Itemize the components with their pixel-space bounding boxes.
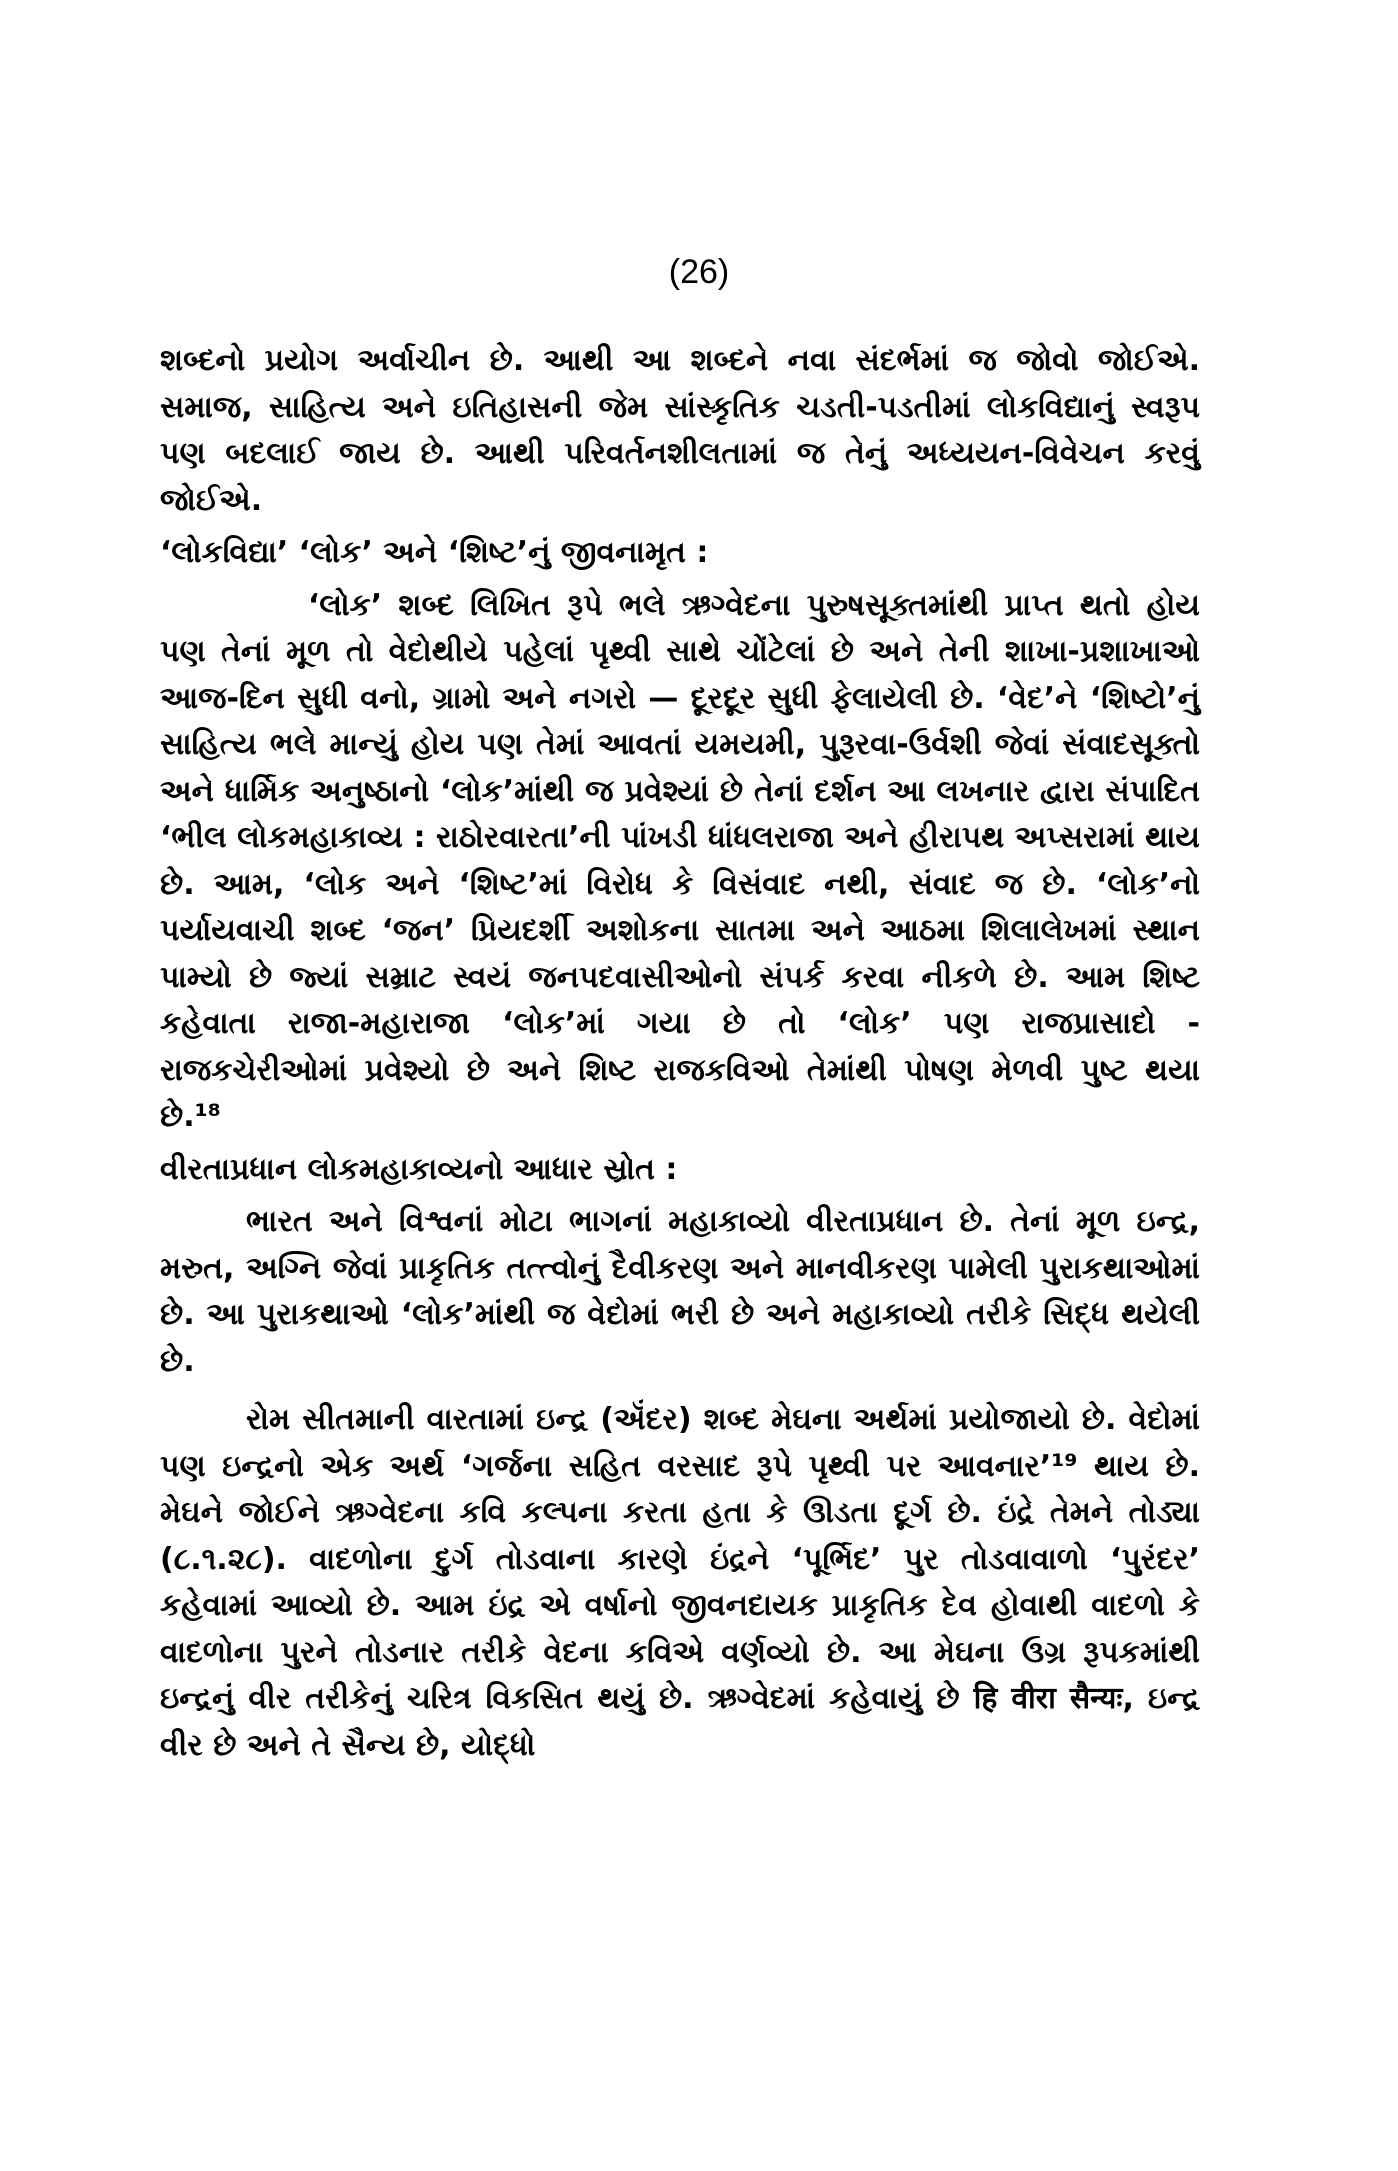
document-body bbox=[160, 338, 1200, 1769]
paragraph-indra: રોમ સીતમાની વારતામાં ઇન્દ્ર (ઍંદર) શબ્દ મેઘના અર્થમાં પ્રયોજાયો છે. વેદોમાં પણ ઇન્દ્રનો એક અર્થ ‘ગર્જના સહિત વરસાદ રૂપે પૃથ્વી પર આવનાર’¹⁹ થાય છે. મેઘને જોઈને ઋગ્વેદના કવિ કલ્પના કરતા હતા કે ઊડતા દૂર્ગ છે. ઇંદ્રે તેમને તોડ્યા (૮.૧.૨૮). વાદળોના દુર્ગ તોડવાના કારણે ઇંદ્રને ‘પૂર્ભિદ’ પુર તોડવાવાળો ‘પુરંદર’ કહેવામાં આવ્યો છે. આમ ઇંદ્ર એ વર્ષાનો જીવનદાયક પ્રાકૃતિક દેવ હોવાથી વાદળો કે વાદળોના પુરને તોડનાર તરીકે વેદના કવિએ વર્ણવ્યો છે. આ મેઘના ઉગ્ર રૂપકમાંથી ઇન્દ્રનું વીર તરીકેનું ચરિત્ર વિકસિત થયું છે. ઋગ્વેદમાં કહેવાયું છે हि वीरा सैन्यः, ઇન્દ્ર વીર છે અને તે સૈન્ય છે, યોદ્ધો bbox=[160, 1402, 1200, 1763]
paragraph-intro: શબ્દનો પ્રયોગ અર્વાચીન છે. આથી આ શબ્દને નવા સંદર્ભમાં જ જોવો જોઈએ. સમાજ, સાહિત્ય અને ઇતિહાસની જેમ સાંસ્કૃતિક ચડતી-પડતીમાં લોકવિદ્યાનું સ્વરૂપ પણ બદલાઈ જાય છે. આથી પરિવર્તનશીલતામાં જ તેનું અધ્યયન-વિવેચન કરવું જોઈએ. bbox=[160, 343, 1200, 518]
spacer bbox=[160, 1385, 1200, 1397]
section-heading-virtapradhan: વીરતાપ્રધાન લોકમહાકાવ્યનો આધાર સ્રોત : bbox=[160, 1151, 678, 1187]
paragraph-mahakavya: ભારત અને વિશ્વનાં મોટા ભાગનાં મહાકાવ્યો વીરતાપ્રધાન છે. તેનાં મૂળ ઇન્દ્ર, મરુત, અગ્નિ જેવાં પ્રાકૃતિક તત્ત્વોનું દૈવીકરણ અને માનવીકરણ પામેલી પુરાકથાઓમાં છે. આ પુરાકથાઓ ‘લોક’માંથી જ વેદોમાં ભરી છે અને મહાકાવ્યો તરીકે સિદ્ધ થયેલી છે. bbox=[160, 1204, 1200, 1379]
paragraph-lok-shisht: ‘લોક’ શબ્દ લિખિત રૂપે ભલે ઋગ્વેદના પુરુષસૂક્તમાંથી પ્રાપ્ત થતો હોય પણ તેનાં મૂળ તો વેદોથીયે પહેલાં પૃથ્વી સાથે ચોંટેલાં છે અને તેની શાખા-પ્રશાખાઓ આજ-દિન સુધી વનો, ગ્રામો અને નગરો — દૂરદૂર સુધી ફેલાયેલી છે. ‘વેદ’ને ‘શિષ્ટો’નું સાહિત્ય ભલે માન્યું હોય પણ તેમાં આવતાં યમયમી, પુરૂરવા-ઉર્વશી જેવાં સંવાદસૂક્તો અને ધાર્મિક અનુષ્ઠાનો ‘લોક’માંથી જ પ્રવેશ્યાં છે તેનાં દર્શન આ લખનાર દ્વારા સંપાદિત ‘ભીલ લોકમહાકાવ્ય : રાઠોરવારતા’ની પાંખડી ધાંધલરાજા અને હીરાપથ અપ્સરામાં થાય છે. આમ, ‘લોક અને ‘શિષ્ટ’માં વિરોધ કે વિસંવાદ નથી, સંવાદ જ છે. ‘લોક’નો પર્યાયવાચી શબ્દ ‘જન’ પ્રિયદર્શી અશોકના સાતમા અને આઠમા શિલાલેખમાં સ્થાન પામ્યો છે જ્યાં સમ્રાટ સ્વયં જનપદવાસીઓનો સંપર્ક કરવા નીકળે છે. આમ શિષ્ટ કહેવાતા રાજા-મહારાજા ‘લોક’માં ગયા છે તો ‘લોક’ પણ રાજપ્રાસાદો - રાજકચેરીઓમાં પ્રવેશ્યો છે અને શિષ્ટ રાજકવિઓ તેમાંથી પોષણ મેળવી પુષ્ટ થયા છે.¹⁸ bbox=[160, 587, 1200, 1134]
section-heading-lokvidya: ‘લોકવિદ્યા’ ‘લોક’ અને ‘શિષ્ટ’નું જીવનામૃત : bbox=[160, 535, 709, 570]
page-number: (26) bbox=[668, 253, 730, 291]
